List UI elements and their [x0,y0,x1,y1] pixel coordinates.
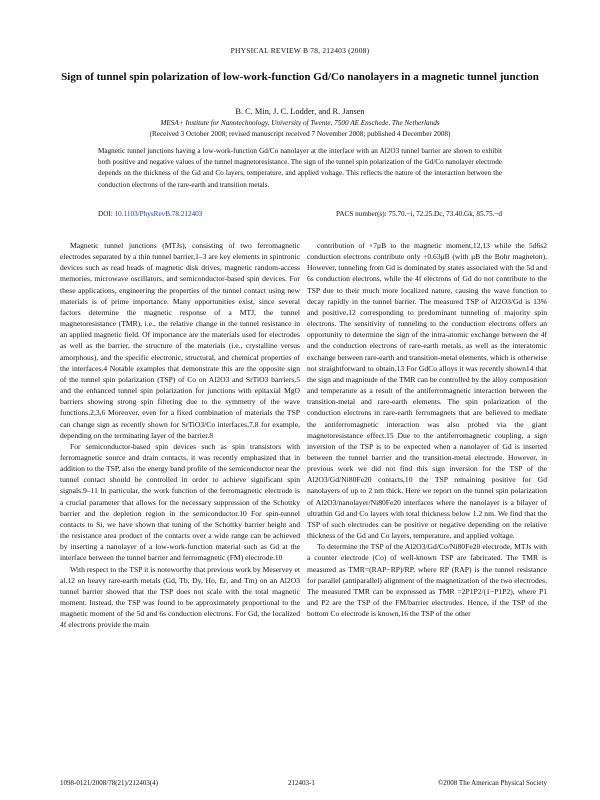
abstract: Magnetic tunnel junctions having a low-work-function Gd/Co nanolayer at the interface with an Al2O3 tunnel barrier are shown to exhibit both positive and negative values of the tunnel magnetoresistance. The sign of the tunnel spin polarization of the Gd/Co nanolayer electrode depends on the thickness of the Gd and Co layers, temperature, and applied voltage. This reflects the nature of the interaction between the conduction electrons of the rare-earth and transition metals. [98,147,502,189]
paragraph: To determine the TSP of the Al2O3/Gd/Co/Ni80Fe20 electrode, MTJs with a counter electrode (Co) of well-known TSP are fabricated. The TMR is measured as TMR=(RAP−RP)/RP, where RP (RAP) is the tunnel resistance for parallel (antiparallel) alignment of the magnetization of the two electrodes. The measured TMR can be expressed as TMR =2P1P2/(1−P1P2), where P1 and P2 are the TSP of the FM/barrier electrodes. Hence, if the TSP of the bottom Co electrode is known,16 the TSP of the other [307,542,547,619]
right-column [307,240,547,619]
copyright: ©2008 The American Physical Society [437,779,547,787]
journal-header: PHYSICAL REVIEW B 78, 212403 (2008) [230,46,370,55]
affiliation: MESA+ Institute for Nanotechnology, University of Twente, 7500 AE Enschede, The Netherlands [160,119,440,127]
doi-pacs-line [98,210,502,218]
paragraph: Magnetic tunnel junctions (MTJs), consisting of two ferromagnetic electrodes separated by a thin tunnel barrier,1–3 are key elements in spintronic devices such as read heads of magnetic disk drives, magnetic random-access memories, microwave oscillators, and semiconductor-based spin devices. For these applications, engineering the properties of the tunnel contact using new materials is of prime importance. Many opportunities exist, since several factors determine the magnetic response of a MTJ, the tunnel magnetoresistance (TMR), i.e., the relative change in the tunnel resistance in an applied magnetic field. Of importance are the materials used for electrodes as well as the barrier, the structure of the materials (i.e., crystalline versus amorphous), and the specific electronic, structural, and chemical properties of the interfaces.4 Notable examples that demonstrate this are the opposite sign of the tunnel spin polarization (TSP) of Co on Al2O3 and SrTiO3 barriers,5 and the enhanced tunnel spin polarization for junctions with epitaxial MgO barriers showing strong spin filtering due to the symmetry of the wave functions.2,3,6 Moreover, even for a fixed combination of materials the TSP can change sign as recently shown for SrTiO3/Co interfaces,7,8 for example, depending on the terminating layer of the barrier.8 [60,241,300,440]
paragraph: For semiconductor-based spin devices such as spin transistors with ferromagnetic source and drain contacts, it was recently emphasized that in addition to the TSP, also the energy band profile of the semiconductor near the tunnel contact should be controlled in order to achieve significant spin signals.9–11 In particular, the work function of the ferromagnetic electrode is a crucial parameter that allows for the necessary suppression of the Schottky barrier and the depletion region in the semiconductor.10 For spin-tunnel contacts to Si, we have shown that tuning of the Schottky barrier height and the resistance area product of the contacts over a wide range can be achieved by inserting a nanolayer of a low-work-function material such as Gd at the interface between the tunnel barrier and ferromagnetic (FM) electrode.10 [60,441,300,563]
received-dates: (Received 3 October 2008; revised manuscript received 7 November 2008; published 4 December 2008) [149,130,451,138]
doi-label: DOI: [98,210,113,218]
page-number: 212403-1 [288,779,315,787]
paragraph: With respect to the TSP it is noteworthy that previous work by Meservey et al.12 on heavy rare-earth metals (Gd, Tb, Dy, Ho, Er, and Tm) on an Al2O3 tunnel barrier showed that the TSP does not scale with the total magnetic moment. Instead, the TSP was found to be approximately proportional to the magnetic moment of the 5d and 6s conduction electrons. For Gd, the localized 4f electrons provide the main [60,564,300,630]
authors: B. C. Min, J. C. Lodder, and R. Jansen [235,107,365,116]
left-column [60,240,300,630]
footer-issn: 1098-0121/2008/78(21)/212403(4) [60,779,158,787]
doi-link[interactable]: 10.1103/PhysRevB.78.212403 [114,210,203,218]
paragraph: contribution of +7μB to the magnetic moment,12,13 while the 5d6s2 conduction electrons contribute only +0.63μB (with μB the Bohr magneton). However, tunneling from Gd is dominated by states associated with the 5d and 6s conduction electrons, while the 4f electrons of Gd do not contribute to the TSP due to their much more localized nature, causing the wave function to decay rapidly in the tunnel barrier. The measured TSP of Al2O3/Gd is 13% and positive,12 corresponding to predominant tunneling of majority spin electrons. The sensitivity of tunneling to the conduction electrons offers an opportunity to determine the sign of the intra-atomic exchange between the 4f and the conduction electrons of rare-earth metals, as well as the interatomic exchange between rare-earth and transition-metal elements, which is otherwise not straightforward to obtain.13 For GdCo alloys it was recently shown14 that the sign and magnitude of the TMR can be controlled by the alloy composition and temperature as a result of the antiferromagnetic interaction between the transition-metal and rare-earth elements. The spin polarization of the conduction electrons in rare-earth ferromagnets that are believed to mediate the antiferromagnetic interaction was also probed via the giant magnetoresistance effect.15 Due to the antiferromagnetic coupling, a sign inversion of the TSP is to be expected when a nanolayer of Gd is inserted between the tunnel barrier and the transition-metal electrode. However, in previous work we did not find this sign inversion for the TSP of the Al2O3/Gd/Ni80Fe20 contacts,10 the TSP remaining positive for Gd nanolayers of up to 2 nm thick. Here we report on the tunnel spin polarization of Al2O3/nanolayer/Ni80Fe20 interfaces where the nanolayer is a bilayer of ultrathin Gd and Co layers with total thickness below 1.2 nm. We find that the TSP of such electrodes can be positive or negative depending on the relative thickness of the Gd and Co layers, temperature, and applied voltage. [307,241,547,541]
paper-title: Sign of tunnel spin polarization of low-work-function Gd/Co nanolayers in a magnetic tunnel junction [61,71,539,83]
pacs-numbers: PACS number(s): 75.70.−i, 72.25.Dc, 73.40.Gk, 85.75.−d [336,210,502,218]
